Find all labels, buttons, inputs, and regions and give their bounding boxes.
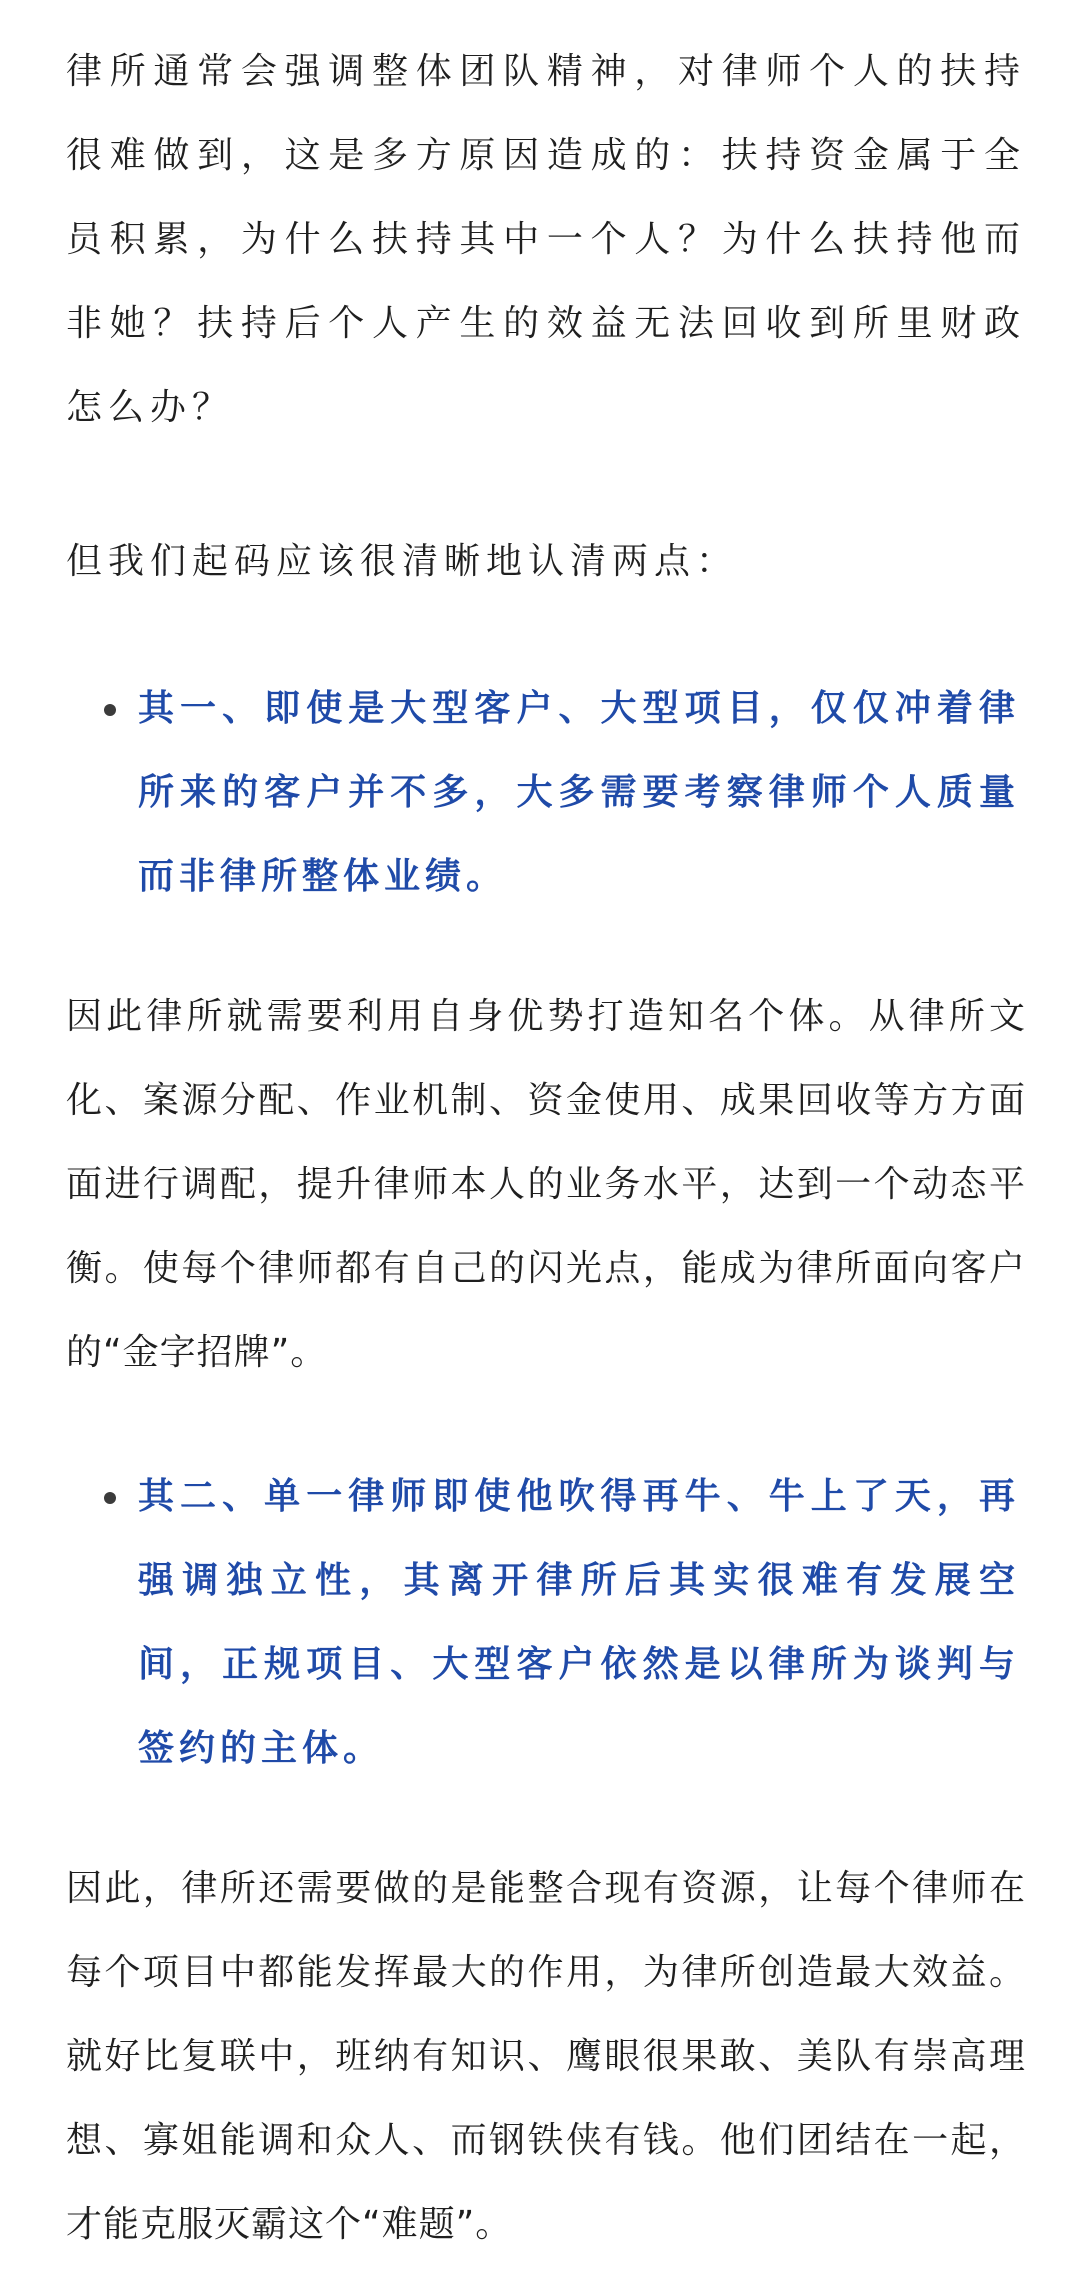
paragraph-two-points-intro: 但我们起码应该很清晰地认清两点： (66, 541, 739, 582)
paragraph-integrate-resources: 因此，律所还需要做的是能整合现有资源，让每个律师在每个项目中都能发挥最大的作用，为律所创造最大效益。就好比复联中，班纳有知识、鹰眼很果敢、美队有崇高理想、寡姐能调和众人、而钢铁侠有钱。他们团结在一起，才能克服灭霸这个“难题”。 (66, 1868, 1026, 2245)
paragraph-team-spirit: 律所通常会强调整体团队精神，对律师个人的扶持很难做到，这是多方原因造成的：扶持资金属于全员积累，为什么扶持其中一个人？为什么扶持他而非她？扶持后个人产生的效益无法回收到所里财政怎么办？ (66, 51, 1026, 428)
bullet-point-two (66, 1455, 1026, 1791)
bullet-point-two-text: 其二、单一律师即使他吹得再牛、牛上了天，再强调独立性，其离开律所后其实很难有发展空间，正规项目、大型客户依然是以律所为谈判与签约的主体。 (138, 1476, 1020, 1769)
bullet-dot-icon (104, 704, 116, 716)
bullet-dot-icon (104, 1492, 116, 1504)
paragraph-build-individuals: 因此律所就需要利用自身优势打造知名个体。从律所文化、案源分配、作业机制、资金使用、成果回收等方方面面进行调配，提升律师本人的业务水平，达到一个动态平衡。使每个律师都有自己的闪光点，能成为律所面向客户的“金字招牌”。 (66, 996, 1026, 1373)
bullet-point-one (66, 667, 1026, 919)
bullet-point-one-text: 其一、即使是大型客户、大型项目，仅仅冲着律所来的客户并不多，大多需要考察律师个人质量而非律所整体业绩。 (138, 688, 1020, 897)
